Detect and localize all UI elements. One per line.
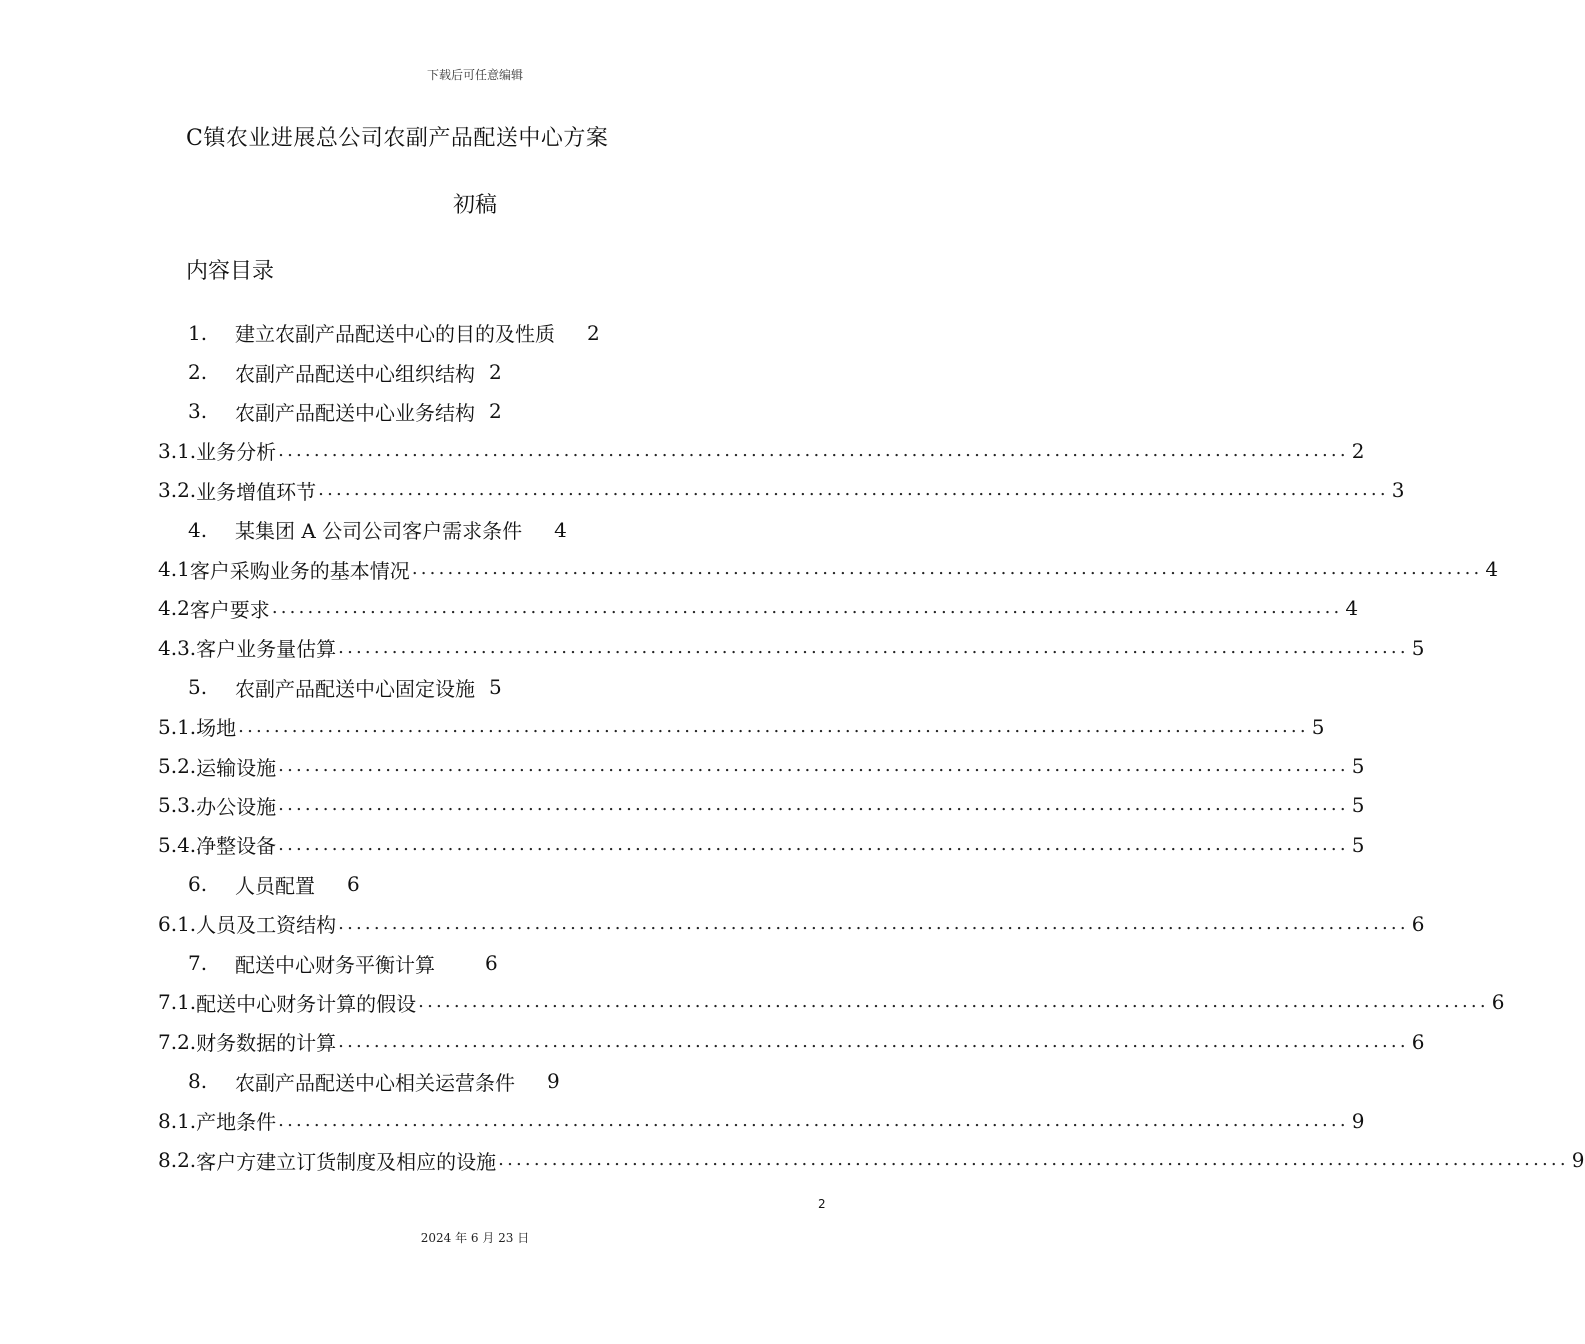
- toc-entry-number: 8.1.: [158, 1108, 197, 1133]
- toc-entry-number: 1.: [188, 320, 208, 345]
- toc-subentry[interactable]: [158, 589, 1359, 628]
- toc-entry-number: 6.1.: [158, 911, 197, 936]
- toc-entry-page: 2: [489, 399, 502, 424]
- toc-leader-dots: ........................................................................................................................: [278, 794, 1349, 816]
- toc-entry-number: 7.1.: [158, 990, 197, 1015]
- toc-entry-title: 农副产品配送中心固定设施: [235, 676, 475, 701]
- toc-entry-number: 6.: [188, 872, 208, 897]
- toc-subentry[interactable]: [158, 549, 1499, 588]
- toc-entry-number: 8.: [188, 1069, 208, 1094]
- toc-entry-page: 5: [1311, 714, 1325, 739]
- toc-entry-number: 4.1: [158, 557, 190, 582]
- toc-entry-page: 5: [489, 675, 502, 700]
- toc-entry-number: 5.3.: [158, 793, 197, 818]
- toc-entry-page: 4: [1485, 557, 1499, 582]
- toc-entry-page: 6: [1411, 1029, 1425, 1054]
- toc-entry-number: 7.: [188, 951, 208, 976]
- toc-entry-number: 5.1.: [158, 714, 197, 739]
- toc-entry-number: 5.4.: [158, 832, 197, 857]
- toc-entry[interactable]: [188, 313, 600, 352]
- toc-entry-number: 4.: [188, 517, 208, 542]
- toc-entry-title: 客户采购业务的基本情况: [189, 558, 410, 583]
- toc-entry-page: 6: [1411, 911, 1425, 936]
- toc-entry-number: 4.2: [158, 596, 190, 621]
- toc-entry-page: 4: [1345, 596, 1359, 621]
- toc-entry-number: 5.2.: [158, 754, 197, 779]
- toc-subentry[interactable]: [158, 983, 1505, 1022]
- toc-entry-title: 财务数据的计算: [196, 1031, 337, 1056]
- toc-subentry[interactable]: [158, 825, 1365, 864]
- toc-entry-title: 业务分析: [196, 440, 277, 465]
- toc-subentry[interactable]: [158, 1022, 1425, 1061]
- toc-heading: 内容目录: [186, 259, 275, 284]
- toc-entry[interactable]: [188, 1062, 560, 1101]
- toc-entry-number: 3.2.: [158, 478, 197, 503]
- toc-entry-page: 6: [1491, 990, 1505, 1015]
- toc-entry-title: 客户业务量估算: [196, 637, 337, 662]
- toc-entry-page: 9: [1571, 1148, 1585, 1173]
- toc-entry-page: 5: [1351, 793, 1365, 818]
- toc-entry-page: 2: [489, 360, 502, 385]
- toc-subentry[interactable]: [158, 1101, 1365, 1140]
- toc-entry-title: 农副产品配送中心组织结构: [235, 361, 475, 386]
- toc-entry-title: 建立农副产品配送中心的目的及性质: [235, 322, 555, 347]
- toc-entry-page: 5: [1411, 635, 1425, 660]
- toc-entry-title: 配送中心财务平衡计算: [235, 952, 435, 977]
- toc-entry-number: 4.3.: [158, 635, 197, 660]
- toc-leader-dots: ........................................................................................................................: [278, 755, 1349, 777]
- page-footer-date: 2024 年 6 月 23 日: [420, 1231, 530, 1245]
- toc-leader-dots: ........................................................................................................................: [318, 479, 1389, 501]
- toc-entry-title: 客户方建立订货制度及相应的设施: [196, 1149, 497, 1174]
- toc-entry-number: 3.1.: [158, 438, 197, 463]
- toc-entry-page: 2: [587, 320, 600, 345]
- toc-entry[interactable]: [188, 865, 360, 904]
- toc-entry-title: 业务增值环节: [196, 479, 317, 504]
- toc-entry-title: 办公设施: [196, 794, 277, 819]
- toc-entry-title: 客户要求: [189, 597, 270, 622]
- document-subtitle: 初稿: [452, 193, 497, 218]
- toc-leader-dots: ........................................................................................................................: [278, 1109, 1349, 1131]
- toc-entry-number: 3.: [188, 399, 208, 424]
- toc-entry-title: 某集团 A 公司公司客户需求条件: [235, 519, 523, 544]
- toc-entry[interactable]: [188, 510, 567, 549]
- toc-entry-page: 4: [554, 517, 567, 542]
- toc-leader-dots: ........................................................................................................................: [271, 597, 1343, 619]
- toc-entry-title: 农副产品配送中心相关运营条件: [235, 1070, 515, 1095]
- toc-entry[interactable]: [188, 352, 502, 391]
- toc-entry-page: 6: [485, 951, 498, 976]
- toc-leader-dots: ........................................................................................................................: [338, 912, 1409, 934]
- toc-entry-page: 2: [1351, 438, 1365, 463]
- toc-subentry[interactable]: [158, 746, 1365, 785]
- toc-subentry[interactable]: [158, 471, 1405, 510]
- document-title: C镇农业进展总公司农副产品配送中心方案: [186, 126, 609, 151]
- toc-leader-dots: ........................................................................................................................: [338, 636, 1409, 658]
- toc-entry-title: 场地: [196, 716, 237, 741]
- toc-entry-title: 运输设施: [196, 755, 277, 780]
- toc-entry-title: 净整设备: [196, 834, 277, 859]
- toc-entry-title: 农副产品配送中心业务结构: [235, 400, 475, 425]
- toc-entry-page: 5: [1351, 754, 1365, 779]
- toc-subentry[interactable]: [158, 1140, 1585, 1179]
- toc-entry-title: 人员及工资结构: [196, 913, 337, 938]
- toc-entry[interactable]: [188, 392, 502, 431]
- toc-leader-dots: ........................................................................................................................: [278, 833, 1349, 855]
- toc-subentry[interactable]: [158, 628, 1425, 667]
- toc-entry-number: 8.2.: [158, 1148, 197, 1173]
- toc-leader-dots: ........................................................................................................................: [338, 1030, 1409, 1052]
- toc-entry-page: 9: [1351, 1108, 1365, 1133]
- toc-leader-dots: ........................................................................................................................: [238, 715, 1309, 737]
- toc-entry-title: 配送中心财务计算的假设: [196, 991, 417, 1016]
- toc-subentry[interactable]: [158, 904, 1425, 943]
- toc-subentry[interactable]: [158, 707, 1325, 746]
- toc-entry-number: 2.: [188, 360, 208, 385]
- toc-subentry[interactable]: [158, 786, 1365, 825]
- toc-leader-dots: ........................................................................................................................: [498, 1149, 1569, 1171]
- toc-entry-page: 3: [1391, 478, 1405, 503]
- toc-entry-number: 5.: [188, 675, 208, 700]
- toc-subentry[interactable]: [158, 431, 1365, 470]
- toc-leader-dots: ........................................................................................................................: [278, 439, 1349, 461]
- toc-entry-title: 人员配置: [235, 873, 315, 898]
- toc-entry-title: 产地条件: [196, 1110, 277, 1135]
- toc-entry-number: 7.2.: [158, 1029, 197, 1054]
- toc-entry[interactable]: [188, 943, 498, 982]
- page-header: 下载后可任意编辑: [426, 68, 523, 82]
- page-number: 2: [818, 1197, 826, 1211]
- toc-entry-page: 9: [547, 1069, 560, 1094]
- toc-leader-dots: ........................................................................................................................: [411, 558, 1483, 580]
- toc-entry-page: 5: [1351, 832, 1365, 857]
- toc-entry[interactable]: [188, 668, 502, 707]
- toc-entry-page: 6: [347, 872, 360, 897]
- toc-leader-dots: ........................................................................................................................: [418, 991, 1489, 1013]
